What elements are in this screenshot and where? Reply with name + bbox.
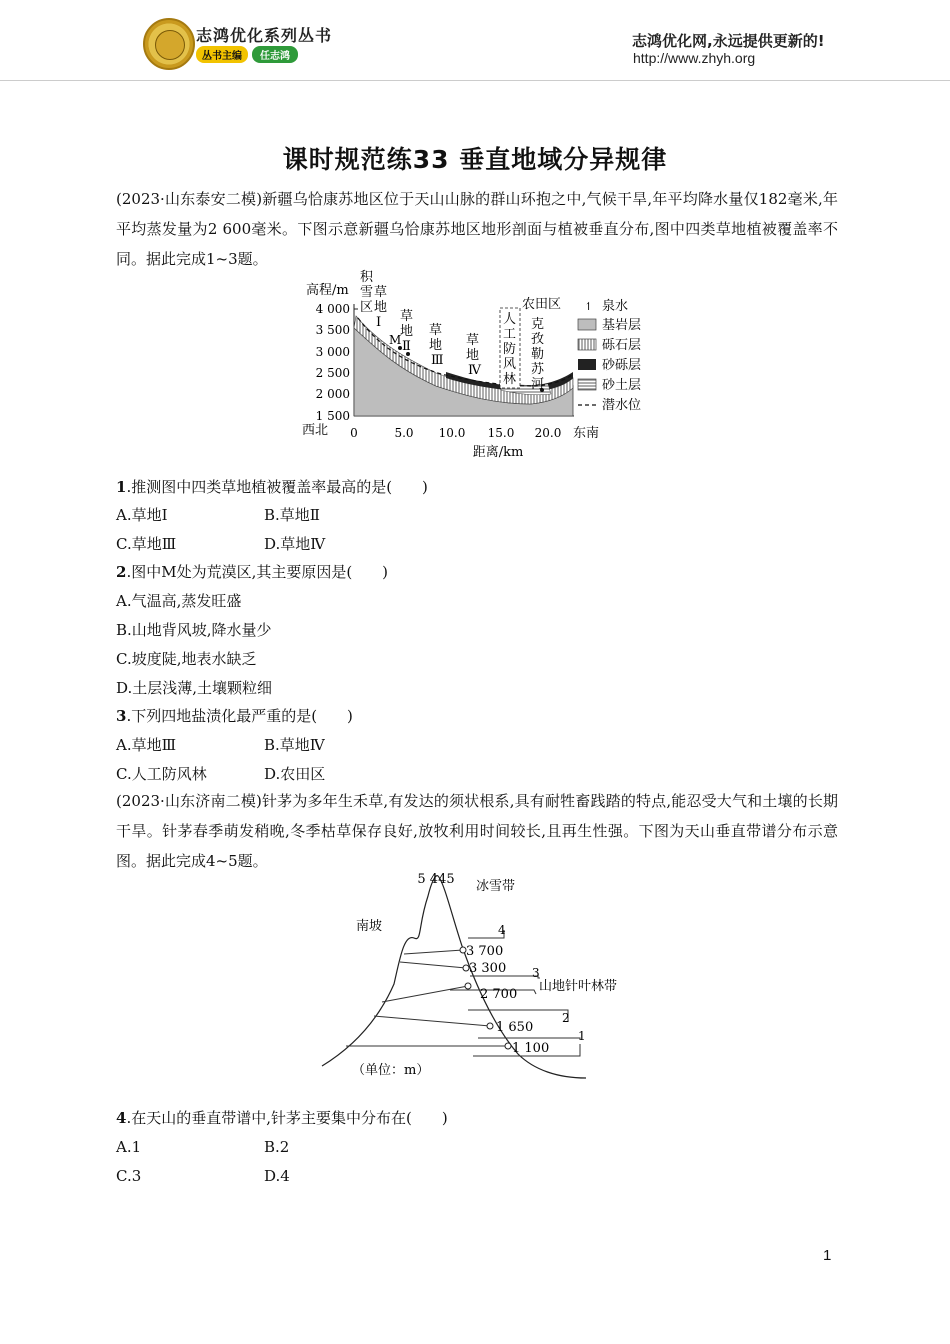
page-number: 1 <box>823 1247 832 1264</box>
option[interactable]: D.4 <box>264 1167 290 1185</box>
unit-label: （单位：m） <box>352 1063 430 1078</box>
x-axis-label: 距离/km <box>472 445 524 460</box>
legend-label: 潜水位 <box>602 398 642 413</box>
option[interactable]: A.草地Ⅰ <box>116 506 168 524</box>
option[interactable]: C.坡度陡,地表水缺乏 <box>116 650 257 668</box>
y-tick-label: 4 000 <box>315 302 350 316</box>
legend-label: 基岩层 <box>602 318 642 333</box>
svg-text:人: 人 <box>503 312 517 327</box>
passage-1: (2023·山东泰安二模)新疆乌恰康苏地区位于天山山脉的群山环抱之中,气候干旱,年平均降水量仅182毫米,年平均蒸发量为2 600毫米。下图示意新疆乌恰康苏地区地形剖面与植被垂直分布,图中四类草地植被覆盖率不同。据此完成1~3题。 <box>116 190 838 268</box>
belt-number: 1 <box>578 1029 586 1043</box>
legend-label: 泉水 <box>602 299 629 314</box>
svg-text:林: 林 <box>503 372 517 387</box>
question-2: 2.图中M处为荒漠区,其主要原因是( ) <box>116 563 389 581</box>
svg-text:地: 地 <box>429 338 443 353</box>
y-tick-label: 3 000 <box>315 345 350 359</box>
svg-text:地: 地 <box>466 348 480 363</box>
snow-area-label <box>360 270 374 315</box>
elevation-label: 3 700 <box>466 944 504 959</box>
belt-number: 4 <box>498 923 506 937</box>
option[interactable]: B.山地背风坡,降水量少 <box>116 621 272 639</box>
x-tick-label: 0 <box>350 426 358 440</box>
legend <box>578 298 641 413</box>
elevation-label: 2 700 <box>480 987 518 1002</box>
svg-text:孜: 孜 <box>531 332 545 347</box>
y-axis-label: 高程/m <box>306 283 349 298</box>
belt-number: 2 <box>562 1011 570 1025</box>
option[interactable]: D.土层浅薄,土壤颗粒细 <box>116 679 273 697</box>
svg-text:风: 风 <box>503 357 517 372</box>
y-tick-label: 3 500 <box>315 323 350 337</box>
svg-text:Ⅰ: Ⅰ <box>376 315 382 330</box>
figure-vertical-zonation <box>318 866 636 1084</box>
grassland-2-label <box>400 309 413 354</box>
series-editor-label: 丛书主编 <box>196 46 248 63</box>
svg-text:克: 克 <box>531 317 545 332</box>
y-tick-label: 2 500 <box>315 366 350 380</box>
option[interactable]: B.草地Ⅳ <box>264 736 325 754</box>
option[interactable]: D.草地Ⅳ <box>264 535 326 553</box>
svg-text:地: 地 <box>400 324 414 339</box>
legend-label: 砾石层 <box>602 338 642 353</box>
svg-text:Ⅱ: Ⅱ <box>402 339 411 354</box>
left-end-label: 西北 <box>302 423 329 438</box>
snow-belt-label: 冰雪带 <box>476 879 516 894</box>
spring-icon: ↿ <box>584 300 594 313</box>
option[interactable]: A.1 <box>116 1138 142 1156</box>
svg-text:积: 积 <box>360 270 374 285</box>
south-slope-label: 南坡 <box>356 919 383 934</box>
x-tick-label: 5.0 <box>394 426 414 440</box>
question-4: 4.在天山的垂直带谱中,针茅主要集中分布在( ) <box>116 1109 448 1127</box>
y-tick-label: 1 500 <box>315 409 350 423</box>
elevation-label: 1 650 <box>496 1020 534 1035</box>
question-1: 1.推测图中四类草地植被覆盖率最高的是( ) <box>116 478 428 496</box>
elevation-label: 3 300 <box>469 961 507 976</box>
x-tick-label: 15.0 <box>487 426 515 440</box>
svg-text:雪: 雪 <box>360 285 374 300</box>
svg-text:草: 草 <box>466 333 480 348</box>
elevation-label: 1 100 <box>512 1041 550 1056</box>
svg-text:草: 草 <box>400 309 414 324</box>
svg-text:河: 河 <box>531 377 545 392</box>
right-end-label: 东南 <box>573 426 600 441</box>
header-divider <box>0 80 950 81</box>
x-tick-label: 20.0 <box>534 426 562 440</box>
passage-2: (2023·山东济南二模)针茅为多年生禾草,有发达的须状根系,具有耐牲畜践踏的特点,能忍受大气和土壤的长期干旱。针茅春季萌发稍晚,冬季枯草保存良好,放牧利用时间较长,且再生性强。下图为天山垂直带谱分布示意图。据此完成4~5题。 <box>116 792 838 870</box>
svg-text:地: 地 <box>374 300 388 315</box>
legend-label: 砂土层 <box>602 378 642 393</box>
svg-text:草: 草 <box>374 285 388 300</box>
svg-text:Ⅳ: Ⅳ <box>468 363 481 378</box>
option[interactable]: B.2 <box>264 1138 290 1156</box>
site-url[interactable]: http://www.zhyh.org <box>633 50 756 66</box>
grassland-4-label <box>466 333 482 378</box>
legend-label: 砂砾层 <box>602 358 642 373</box>
option[interactable]: C.3 <box>116 1167 142 1185</box>
svg-text:草: 草 <box>429 323 443 338</box>
series-editor-name: 任志鸿 <box>252 46 298 63</box>
question-3: 3.下列四地盐渍化最严重的是( ) <box>116 707 353 725</box>
option[interactable]: C.草地Ⅲ <box>116 535 177 553</box>
x-tick-label: 10.0 <box>438 426 466 440</box>
grassland-3-label <box>429 323 444 368</box>
figure-terrain-profile <box>296 268 658 464</box>
svg-text:区: 区 <box>360 300 374 315</box>
farmland-label: 农田区 <box>522 297 562 312</box>
page-title: 课时规范练33 垂直地域分异规律 <box>282 145 668 174</box>
slogan: 志鸿优化网,永远提供更新的! <box>632 32 825 50</box>
series-title: 志鸿优化系列丛书 <box>196 26 333 45</box>
option[interactable]: D.农田区 <box>264 765 326 783</box>
svg-text:防: 防 <box>503 342 517 357</box>
svg-text:Ⅲ: Ⅲ <box>431 353 444 368</box>
m-point-label: M <box>389 333 402 347</box>
belt-number: 3 <box>532 966 540 980</box>
svg-text:勒: 勒 <box>531 347 545 362</box>
svg-text:苏: 苏 <box>531 362 545 377</box>
option[interactable]: A.气温高,蒸发旺盛 <box>116 592 242 610</box>
river-label <box>531 316 545 392</box>
series-editor <box>196 46 298 63</box>
svg-text:工: 工 <box>503 327 517 342</box>
option[interactable]: A.草地Ⅲ <box>116 736 177 754</box>
forest-belt-label: 山地针叶林带 <box>539 979 618 994</box>
y-tick-label: 2 000 <box>315 387 350 401</box>
option[interactable]: C.人工防风林 <box>116 765 207 783</box>
windbreak-forest-label <box>503 312 516 387</box>
peak-elevation: 5 445 <box>417 872 455 887</box>
page-header <box>0 0 950 80</box>
series-logo-icon <box>143 18 195 70</box>
option[interactable]: B.草地Ⅱ <box>264 506 320 524</box>
grassland-1-label <box>374 285 387 330</box>
